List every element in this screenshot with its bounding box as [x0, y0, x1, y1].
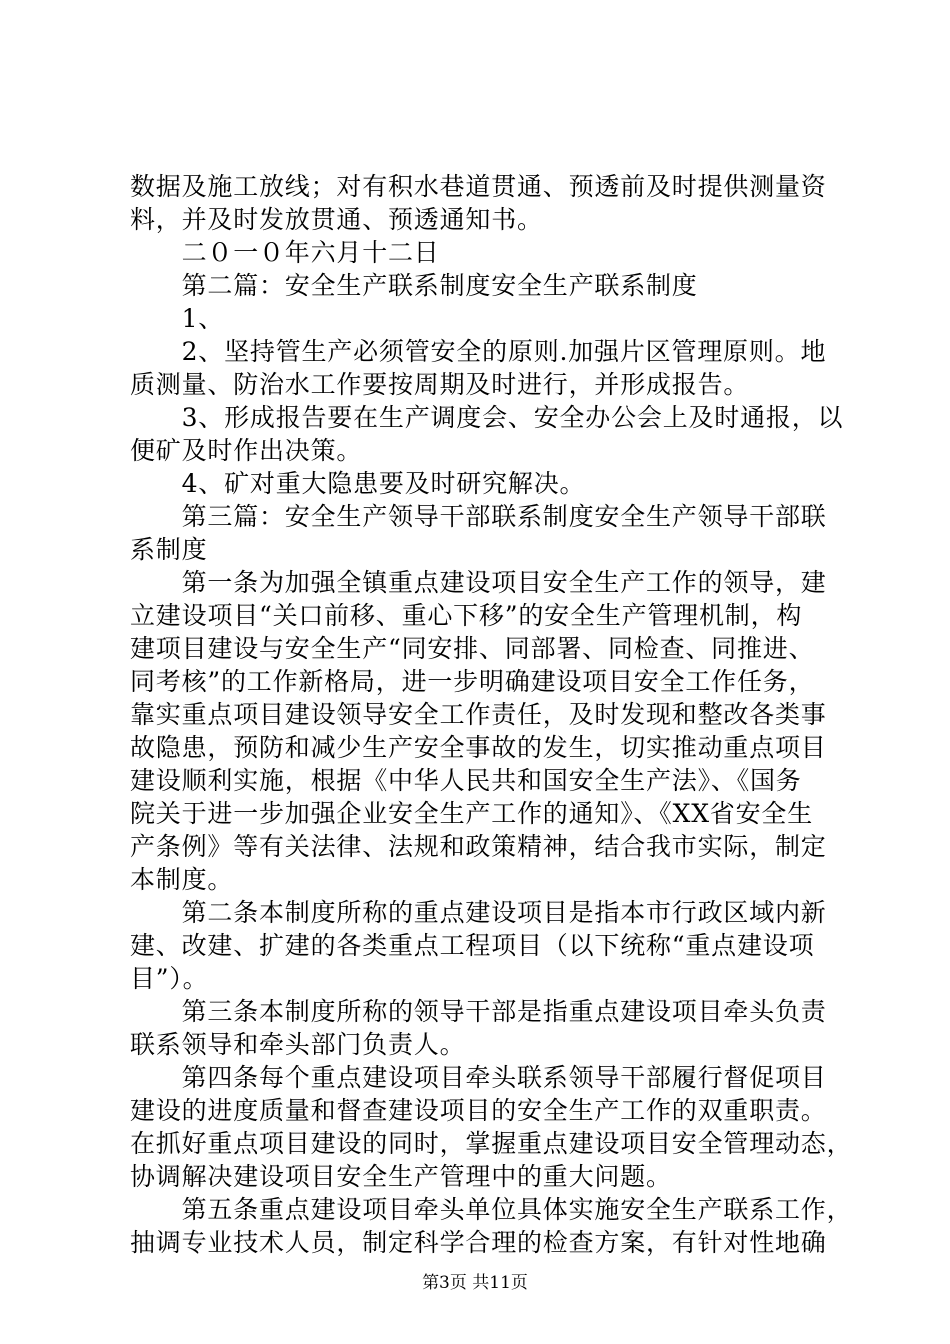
text-line: 本制度。 — [130, 865, 234, 894]
text-line: 4、矿对重大隐患要及时研究解决。 — [130, 469, 586, 498]
text-line: 第二条本制度所称的重点建设项目是指本市行政区域内新 — [130, 898, 827, 927]
text-line: 3、形成报告要在生产调度会、安全办公会上及时通报，以 — [130, 403, 844, 432]
text-line: 立建设项目“关口前移、重心下移”的安全生产管理机制，构 — [130, 601, 803, 630]
text-line: 便矿及时作出决策。 — [130, 436, 363, 465]
text-line: 故隐患，预防和减少生产安全事故的发生，切实推动重点项目 — [130, 733, 827, 762]
text-line: 料，并及时发放贯通、预透通知书。 — [130, 205, 543, 234]
text-line: 院关于进一步加强企业安全生产工作的通知》、《XX省安全生 — [130, 799, 813, 828]
text-line: 目”）。 — [130, 964, 209, 993]
document-body — [130, 170, 853, 1259]
date-line: 二０一０年六月十二日 — [130, 238, 440, 267]
text-line: 协调解决建设项目安全生产管理中的重大问题。 — [130, 1162, 672, 1191]
text-line: 建、改建、扩建的各类重点工程项目（以下统称“重点建设项 — [130, 931, 815, 960]
section-heading: 第二篇：安全生产联系制度安全生产联系制度 — [130, 271, 698, 300]
text-line: 第五条重点建设项目牵头单位具体实施安全生产联系工作， — [130, 1195, 853, 1224]
text-line: 产条例》等有关法律、法规和政策精神，结合我市实际，制定 — [130, 832, 827, 861]
text-line: 联系领导和牵头部门负责人。 — [130, 1030, 466, 1059]
text-line: 1、 — [130, 304, 225, 333]
text-line: 建项目建设与安全生产“同安排、同部署、同检查、同推进、 — [130, 634, 815, 663]
text-line: 第四条每个重点建设项目牵头联系领导干部履行督促项目 — [130, 1063, 827, 1092]
text-line: 抽调专业技术人员，制定科学合理的检查方案，有针对性地确 — [130, 1228, 827, 1257]
text-line: 建设的进度质量和督查建设项目的安全生产工作的双重职责。 — [130, 1096, 827, 1125]
text-line: 建设顺利实施，根据《中华人民共和国安全生产法》、《国务 — [130, 766, 802, 795]
text-line: 第三条本制度所称的领导干部是指重点建设项目牵头负责 — [130, 997, 827, 1026]
text-line: 2、坚持管生产必须管安全的原则.加强片区管理原则。地 — [130, 337, 827, 366]
text-line: 数据及施工放线；对有积水巷道贯通、预透前及时提供测量资 — [130, 172, 827, 201]
text-line: 靠实重点项目建设领导安全工作责任，及时发现和整改各类事 — [130, 700, 827, 729]
text-line: 质测量、防治水工作要按周期及时进行，并形成报告。 — [130, 370, 750, 399]
page-footer: 第3页 共11页 — [422, 1273, 528, 1293]
text-line: 同考核”的工作新格局，进一步明确建设项目安全工作任务， — [130, 667, 815, 696]
text-line: 第一条为加强全镇重点建设项目安全生产工作的领导，建 — [130, 568, 827, 597]
text-line: 在抓好重点项目建设的同时，掌握重点建设项目安全管理动态， — [130, 1129, 853, 1158]
section-heading: 系制度 — [130, 535, 208, 564]
section-heading: 第三篇：安全生产领导干部联系制度安全生产领导干部联 — [130, 502, 827, 531]
